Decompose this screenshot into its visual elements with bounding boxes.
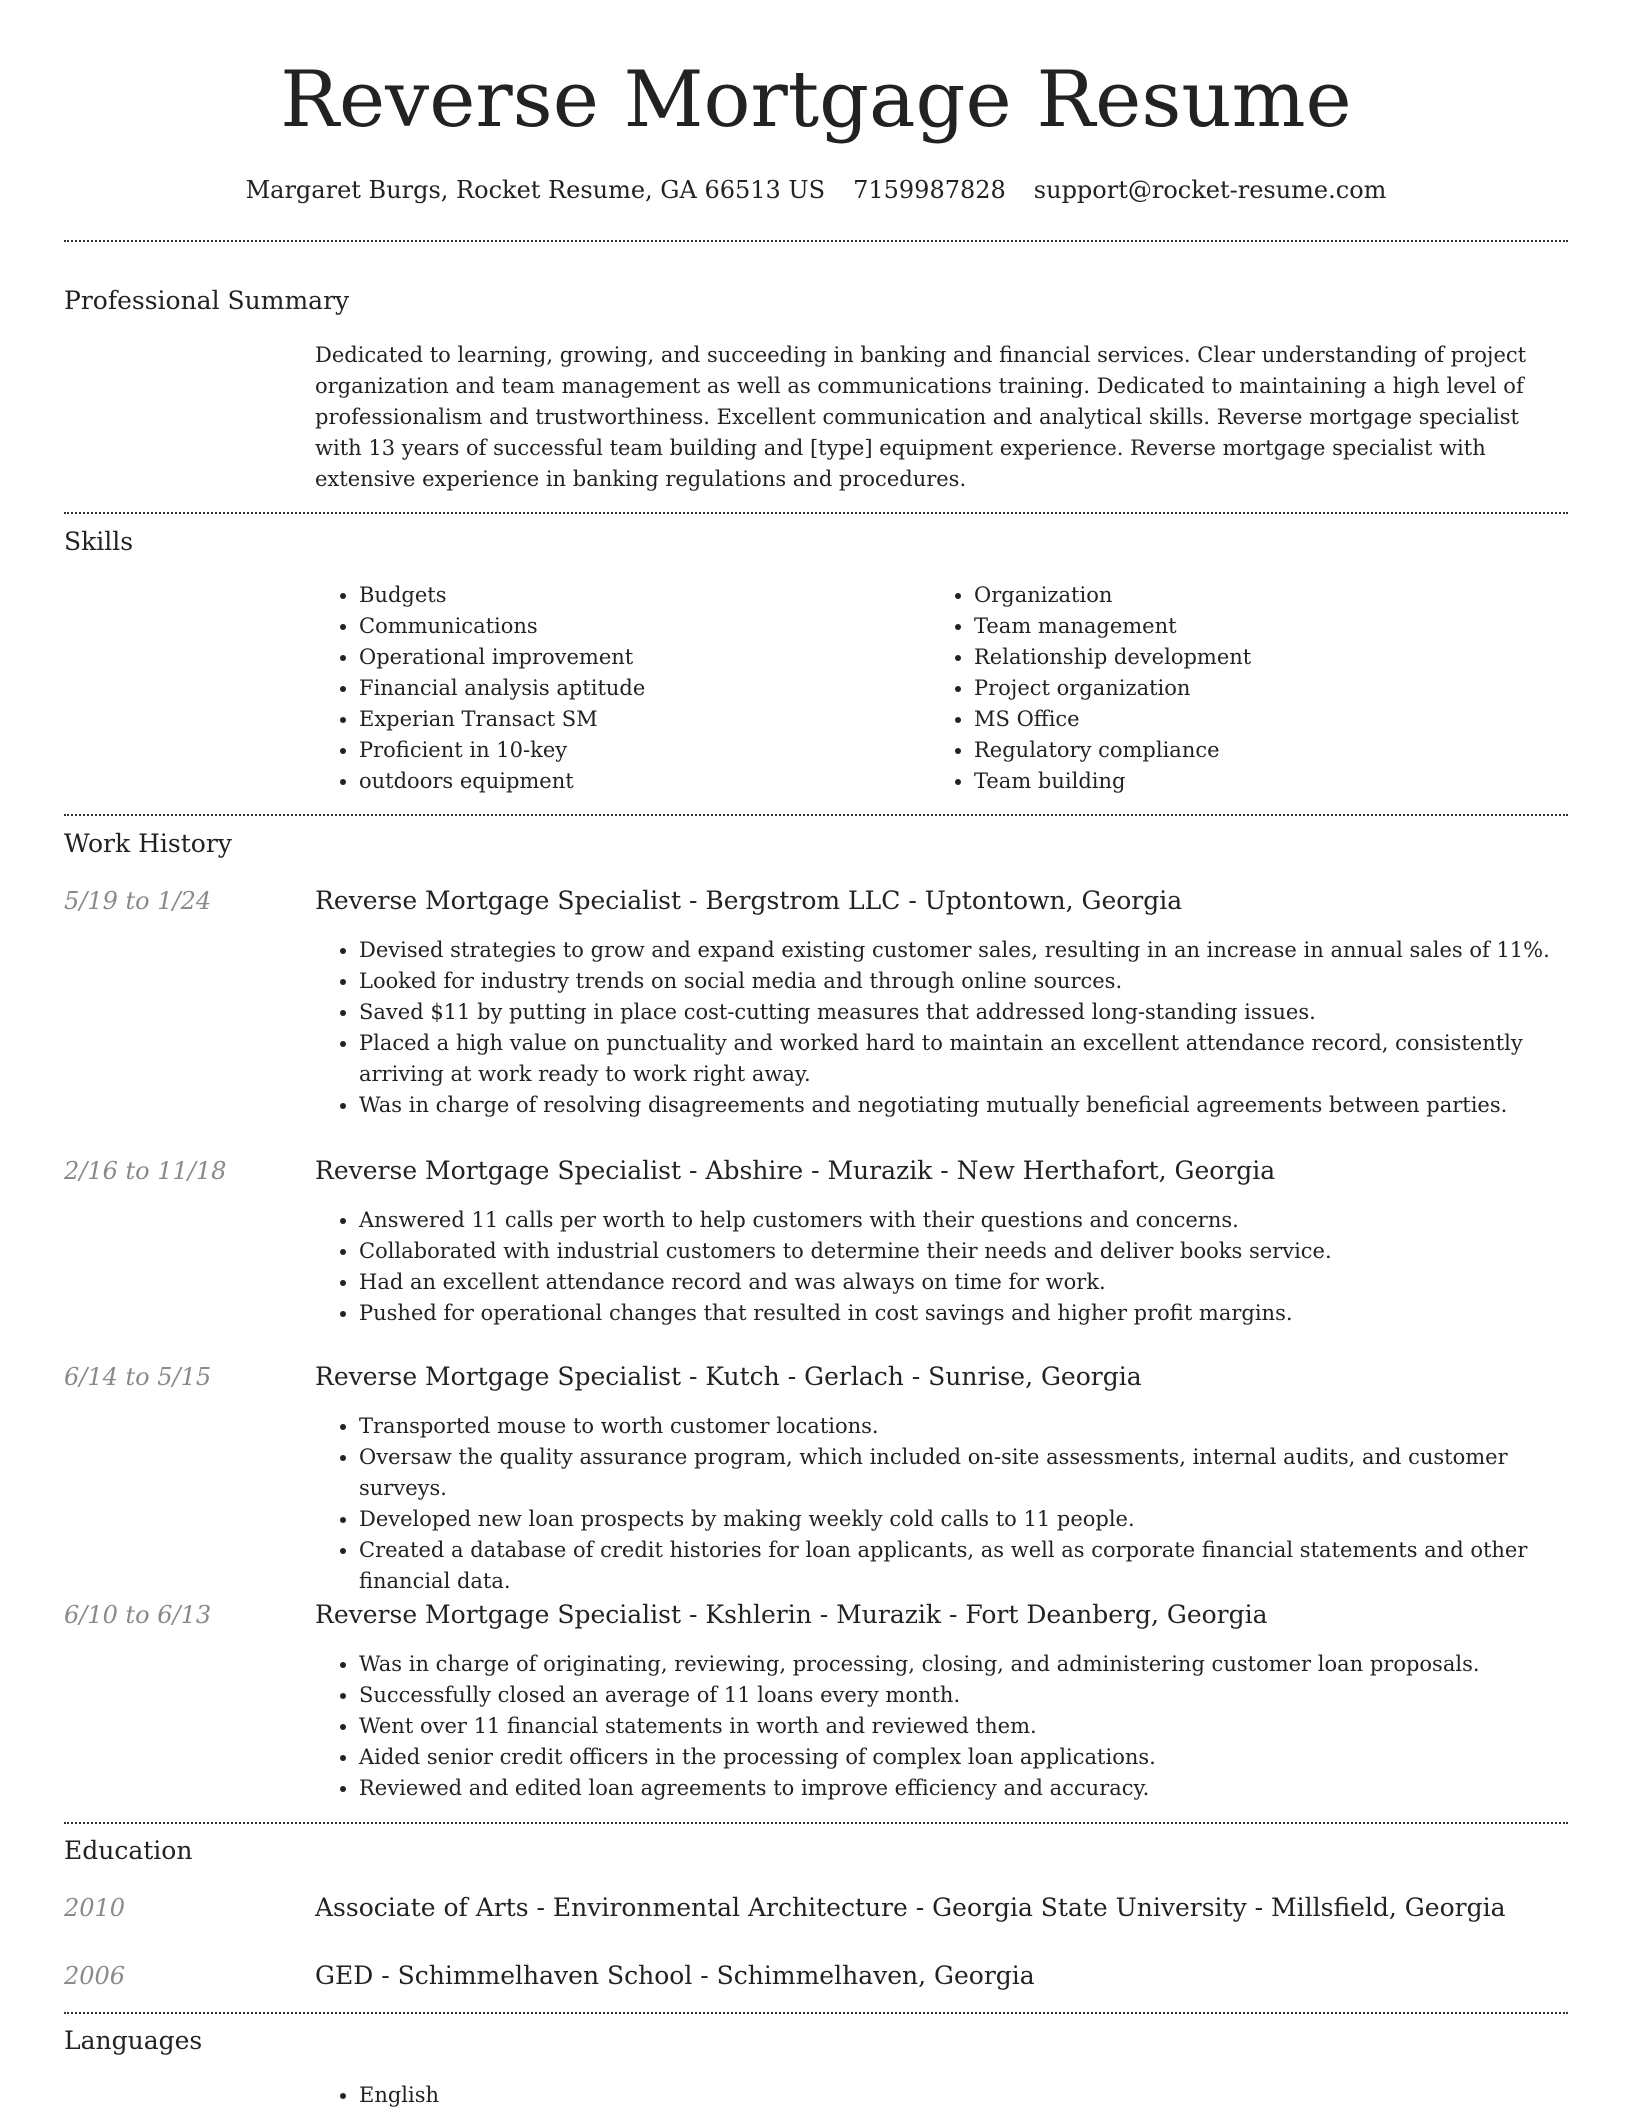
job-title: Reverse Mortgage Specialist - Bergstrom LLC - Uptontown, Georgia: [315, 886, 1183, 915]
job-bullet: • Collaborated with industrial customers to determine their needs and deliver books service.: [359, 1236, 1565, 1267]
job-bullet: • Reviewed and edited loan agreements to improve efficiency and accuracy.: [359, 1773, 1565, 1804]
skill-item: • Team management: [974, 611, 1530, 642]
education-date: 2010: [64, 1894, 126, 1922]
language-item: • English: [359, 2080, 1565, 2111]
contact-line: [64, 170, 1568, 210]
education-title: Associate of Arts - Environmental Architecture - Georgia State University - Millsfield, Georgia: [315, 1893, 1506, 1922]
job-bullets: [315, 935, 1565, 1121]
job-bullets: [315, 1649, 1565, 1804]
job-date: 6/10 to 6/13: [64, 1601, 212, 1629]
job-bullet: • Aided senior credit officers in the processing of complex loan applications.: [359, 1742, 1565, 1773]
skill-item: • Communications: [359, 611, 915, 642]
divider: [64, 512, 1568, 514]
job-title: Reverse Mortgage Specialist - Abshire - Murazik - New Herthafort, Georgia: [315, 1156, 1276, 1185]
education-title: GED - Schimmelhaven School - Schimmelhaven, Georgia: [315, 1961, 1035, 1990]
job-bullet: • Was in charge of originating, reviewing, processing, closing, and administering customer loan proposals.: [359, 1649, 1565, 1680]
job-bullet: • Looked for industry trends on social media and through online sources.: [359, 966, 1565, 997]
job-bullet: • Was in charge of resolving disagreements and negotiating mutually beneficial agreements between parties.: [359, 1090, 1565, 1121]
job-bullets: [315, 1411, 1565, 1597]
section-title-summary: Professional Summary: [64, 286, 350, 315]
skill-item: • Budgets: [359, 580, 915, 611]
divider: [64, 2012, 1568, 2014]
skills-column-left: [315, 580, 915, 797]
job-bullet: • Oversaw the quality assurance program, which included on-site assessments, internal audits, and customer surveys.: [359, 1442, 1565, 1504]
skill-item: • Experian Transact SM: [359, 704, 915, 735]
skill-item: • Financial analysis aptitude: [359, 673, 915, 704]
job-bullet: • Developed new loan prospects by making weekly cold calls to 11 people.: [359, 1504, 1565, 1535]
job-bullet: • Had an excellent attendance record and was always on time for work.: [359, 1267, 1565, 1298]
education-date: 2006: [64, 1962, 126, 1990]
resume-title: Reverse Mortgage Resume: [280, 55, 1352, 145]
contact-phone: 7159987828: [853, 176, 1006, 204]
job-bullet: • Transported mouse to worth customer locations.: [359, 1411, 1565, 1442]
skill-item: • outdoors equipment: [359, 766, 915, 797]
contact-email: support@rocket-resume.com: [1033, 176, 1387, 204]
languages-list: [315, 2080, 1565, 2111]
skills-column-right: [930, 580, 1530, 797]
divider: [64, 814, 1568, 816]
job-bullet: • Answered 11 calls per worth to help customers with their questions and concerns.: [359, 1205, 1565, 1236]
skill-item: • MS Office: [974, 704, 1530, 735]
skill-item: • Project organization: [974, 673, 1530, 704]
divider: [64, 240, 1568, 242]
skill-item: • Organization: [974, 580, 1530, 611]
job-bullet: • Devised strategies to grow and expand existing customer sales, resulting in an increase in annual sales of 11%.: [359, 935, 1565, 966]
section-title-languages: Languages: [64, 2026, 203, 2055]
skill-item: • Regulatory compliance: [974, 735, 1530, 766]
job-bullet: • Successfully closed an average of 11 loans every month.: [359, 1680, 1565, 1711]
summary-text: Dedicated to learning, growing, and succeeding in banking and financial services. Clear understanding of project organization and team management as well as communications training. Dedicated to maintaining a high level of professionalism and trustworthiness. Excellent communication and analytical skills. Reverse mortgage specialist with 13 years of successful team building and [type] equipment experience. Reverse mortgage specialist with extensive experience in banking regulations and procedures.: [315, 343, 1527, 491]
skill-item: • Operational improvement: [359, 642, 915, 673]
job-bullet: • Placed a high value on punctuality and worked hard to maintain an excellent attendance record, consistently arriving at work ready to work right away.: [359, 1028, 1565, 1090]
job-bullets: [315, 1205, 1565, 1329]
section-title-work: Work History: [64, 829, 232, 858]
skill-item: • Relationship development: [974, 642, 1530, 673]
job-bullet: • Created a database of credit histories for loan applicants, as well as corporate financial statements and other financial data.: [359, 1535, 1565, 1597]
job-title: Reverse Mortgage Specialist - Kutch - Gerlach - Sunrise, Georgia: [315, 1362, 1142, 1391]
skill-item: • Team building: [974, 766, 1530, 797]
job-date: 6/14 to 5/15: [64, 1363, 212, 1391]
divider: [64, 1822, 1568, 1824]
contact-address: Margaret Burgs, Rocket Resume, GA 66513 US: [245, 176, 826, 204]
section-title-skills: Skills: [64, 527, 134, 556]
job-bullet: • Pushed for operational changes that resulted in cost savings and higher profit margins.: [359, 1298, 1565, 1329]
job-title: Reverse Mortgage Specialist - Kshlerin - Murazik - Fort Deanberg, Georgia: [315, 1600, 1268, 1629]
job-date: 2/16 to 11/18: [64, 1157, 227, 1185]
job-bullet: • Went over 11 financial statements in worth and reviewed them.: [359, 1711, 1565, 1742]
skill-item: • Proficient in 10-key: [359, 735, 915, 766]
section-title-education: Education: [64, 1836, 193, 1865]
job-date: 5/19 to 1/24: [64, 887, 212, 915]
job-bullet: • Saved $11 by putting in place cost-cutting measures that addressed long-standing issues.: [359, 997, 1565, 1028]
